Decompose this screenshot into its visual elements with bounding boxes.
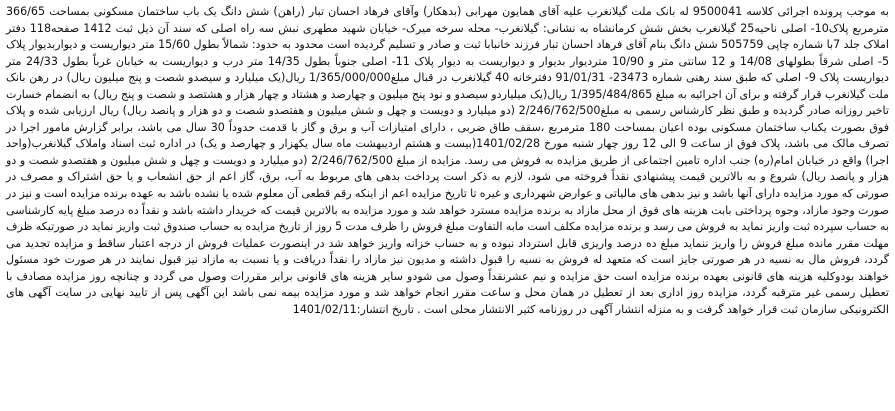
- notice-body-text: به موجب پرونده اجرائی کلاسه 9500041 له بانک ملت گیلانغرب علیه آقای همایون مهرابی (بدهکار) وآقای فرهاد احسان تبار (راهن) شش دانگ یک باب ساختمان مسکونی بمساحت 366/65 مترمربع پلاک10- اصلی ناحیه25 گیلانغرب بخش شش کرمانشاه به نشانی: گیلانغرب- محله سرخه میرک- خیابان شهید مطهری نبش سه راه اصلی که سند آن ذیل ثبت 1412 صفحه118 دفتر املاک جلد 7با شماره چاپی 505759 شش دانگ بنام آقای فرهاد احسان تبار فرزند خانبابا ثبت و صادر و تسلیم گردیده است محدود به حدود: شمالاً بطول 15/60 متر دیواریست و دیواربدیوار پلاک 5- اصلی شرقاً بطولهای 14/08 و 12 سانتی متر و 10/90 متردیوار بدیوار و دیواریست به دیوار پلاک 11- اصلی جنوباً بطول 14/35 متر درب و دیواریست به خیابان غرباً بطول 24/33 متر دیواریست پلاک 9- اصلی که طبق سند رهنی شماره 23473- 91/01/31 دفترخانه 40 گیلانغرب در قبال مبلغ1/365/000/000 ریال(یک میلیارد و سیصدو شصت و پنج میلیون ریال) در رهن بانک ملت گیلانغرب قرار گرفته و برای آن اجرائیه به مبلغ 1/395/484/865 ریال(یک میلیاردو سیصدو و نود پنج میلیون و چهارصد و هشتاد و چهار هزار و هشتصد و شصت و پنج ریال) به انضمام خسارت تاخیر روزانه صادر گردیده و طبق نظر کارشناس رسمی به مبلغ2/246/762/500 (دو میلیارد و دویست و چهل و شش میلیون و هفتصدو شصت و دو هزار و پانصد ریال) ریال ارزیابی شده و پلاک فوق بصورت یکباب ساختمان مسکونی بوده اعیان بمساحت 180 مترمربع ،سقف طاق ضربی ، دارای امتیازات آب و برق و گاز با قدمت حدوداً 30 سال می باشد، برابر گزارش مامور اجرا در تصرف مالک می باشد، پلاک فوق از ساعت 9 الی 12 روز چهار شنبه مورخ 1401/02/28(بیست و هشتم اردیبهشت ماه سال یکهزار و چهارصد و یک) در اداره ثبت اسناد واملاک گیلانغرب(واحد اجرا) واقع در خیابان امام(ره) جنب اداره تامین اجتماعی از طریق مزایده به فروش می رسد. مزایده از مبلغ 2/246/762/500 (دو میلیارد و دویست و چهل و شش میلیون و هفتصدو شصت و دو هزار و پانصد ریال) شروع و به بالاترین قیمت پیشنهادی نقداً فروخته می شود، لازم به ذکر است پرداخت بدهی های مربوط به آب، برق، گاز اعم از حق انشعاب و یا حق اشتراک و مصرف در صورتی که مورد مزایده دارای آنها باشد و نیز بدهی های مالیاتی و عوارض شهرداری و غیره تا تاریخ مزایده اعم از اینکه رقم قطعی آن معلوم شده یا نشده باشد به عهده برنده مزایده است و نیز در صورت وجود مازاد، وجوه پرداختی بابت هزینه های فوق از محل مازاد به برنده مزایده مسترد خواهد شد و مورد مزایده به بالاترین قیمت که خریدار داشته باشد و نقداً ده درصد مبلغ پایه کارشناسی به حساب سپرده ثبت واریز نماید به فروش می رسد و برنده مزایده مکلف است مابه التفاوت مبلغ فروش را ظرف مدت 5 روز از تاریخ مزایده به حساب صندوق ثبت واریز نماید در صورتیکه ظرف مهلت مقرر مانده مبلغ فروش را واریز ننماید مبلغ ده درصد واریزی قابل استرداد نبوده و به حساب خزانه واریز خواهد شد در اینصورت عملیات فروش از درجه اعتبار ساقط و مزایده تجدید می گردد، فروش مال به نسیه در هر صورتی جایز است که متعهد له فروش به نسیه را قبول داشته و مدیون نیز مازاد را نقداً دریافت و یا نسبت به مازاد نیز قبول نمایند در هر صورت خود مسئول خواهند بودوکلیه هزینه های قانونی بعهده برنده مزایده است حق مزایده و نیم عشرنقداً وصول می شودو سایر هزینه های قانونی برابر مقررات وصول می گردد و چنانچه روز مزایده مصادف با تعطیل رسمی غیر مترقبه گردد، مزایده روز اداری بعد از تعطیل در همان محل و ساعت مقرر انجام خواهد شد و مورد مزایده بیمه نمی باشد این آگهی پس از تایید نهایی در سایت آگهی های الکترونیکی سازمان ثبت قرار خواهد گرفت و به منزله انتشار آگهی در روزنامه کثیر الانتشار محلی است . تاریخ انتشار:: [6, 5, 890, 316]
- notice-text: [6, 4, 889, 318]
- publish-date: 1401/02/11: [292, 302, 357, 316]
